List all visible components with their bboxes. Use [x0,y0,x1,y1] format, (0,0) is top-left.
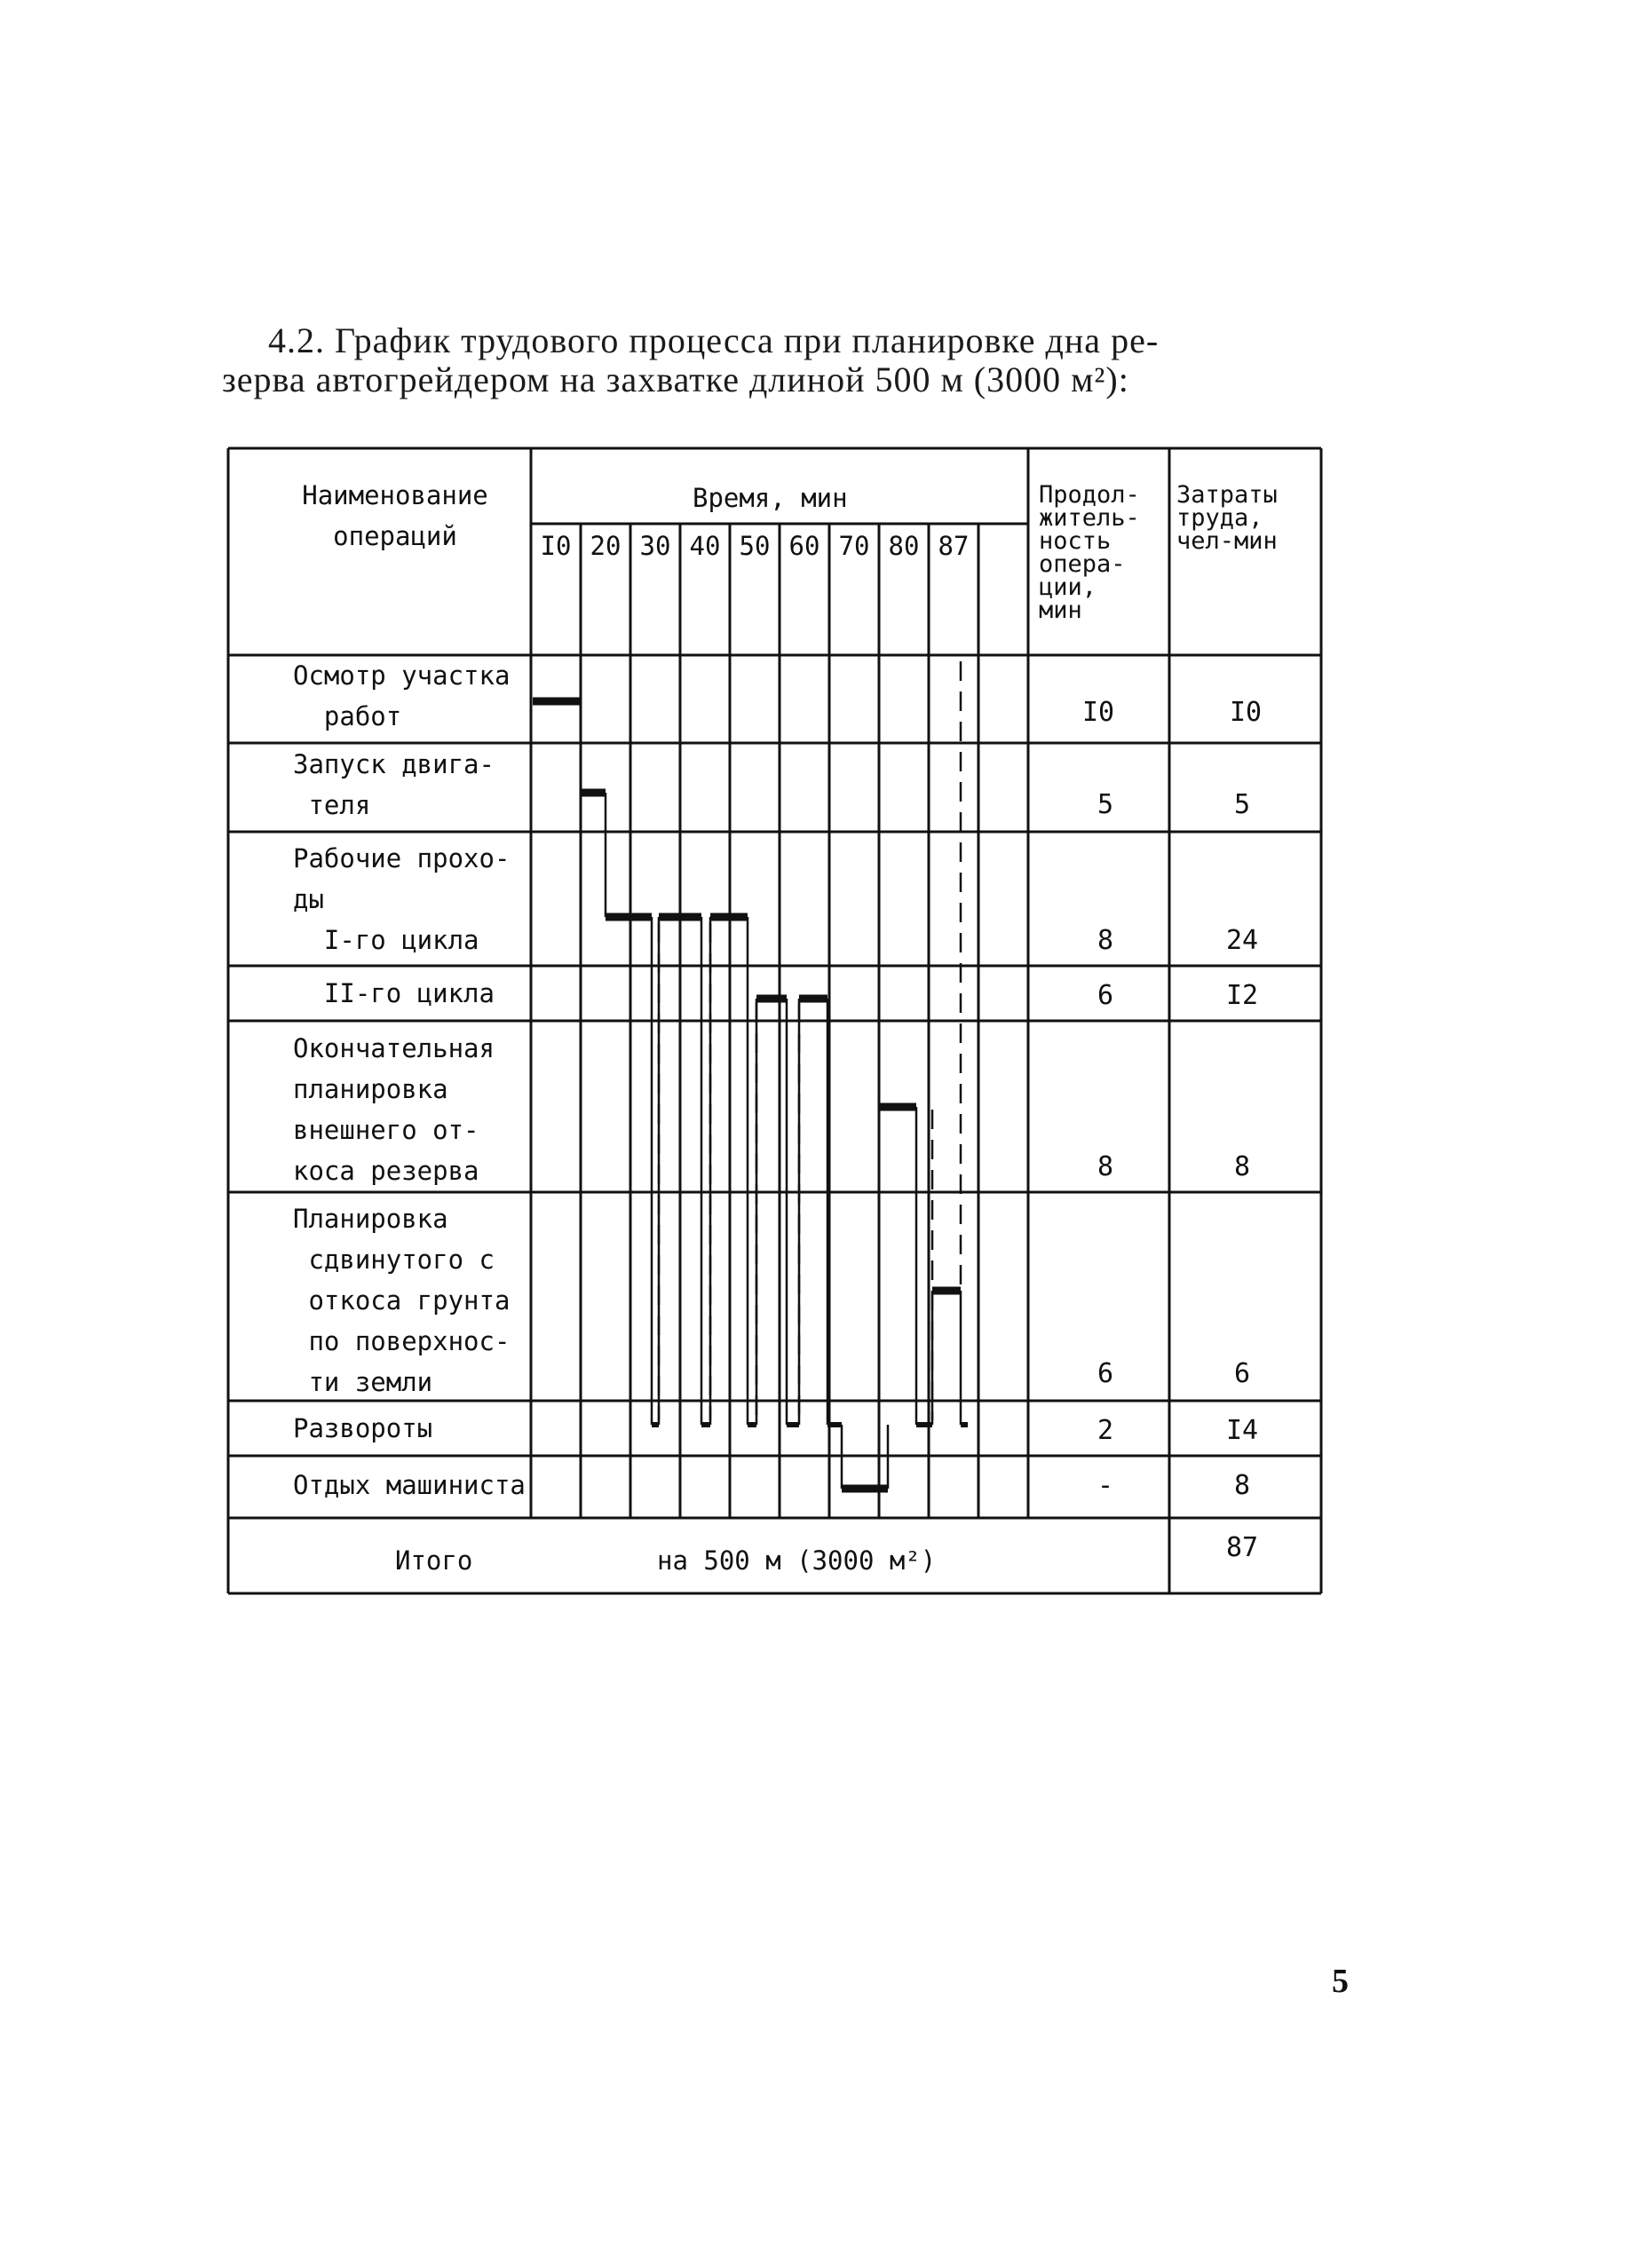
row-name-shifted-soil [293,1198,510,1403]
row-labor: 5 [1233,789,1251,820]
time-tick: 50 [739,531,771,561]
connecting-lines [581,701,961,1489]
row-name-line: ти земли [293,1367,433,1397]
row-duration: 8 [1097,925,1114,956]
row-name-line: сдвинутого с [293,1245,495,1275]
row-name-line: работ [293,701,402,731]
row-name-inspection [293,655,510,737]
row-labor: 8 [1233,1470,1251,1501]
time-tick: 20 [590,531,622,561]
header-duration: Продол- житель- ность опера- ции, мин [1039,481,1140,624]
header-labor: Затраты труда, чел-мин [1176,481,1278,555]
row-duration: 2 [1097,1415,1114,1446]
row-labor: 24 [1225,925,1259,956]
time-tick: 60 [788,531,820,561]
header-operations-line-1: Наименование [302,480,488,510]
row-name-line: теля [293,790,371,820]
row-name-line: ды [293,884,324,914]
total-labor: 87 [1225,1532,1259,1563]
row-name-line: II-го цикла [293,978,495,1008]
row-name-line: планировка [293,1074,448,1104]
page-number: 5 [1332,1963,1349,2000]
total-note: на 500 м (3000 м²) [657,1545,937,1576]
row-labor: I2 [1225,980,1259,1011]
row-labor: I4 [1225,1415,1259,1446]
row-name-line: Рабочие прохо- [293,843,511,873]
row-name-line: по поверхнос- [293,1326,511,1356]
row-duration: I0 [1081,697,1115,728]
row-name-line: Запуск двига- [293,749,495,779]
heading-line-2: зерва автогрейдером на захватке длиной 500 м (3000 м²): [222,360,1129,399]
row-name-line: Развороты [293,1413,433,1443]
time-tick: 70 [838,531,870,561]
row-duration: 6 [1097,980,1114,1011]
header-time: Время, мин [693,483,848,513]
time-tick: 80 [888,531,920,561]
row-name-operator-rest [293,1465,526,1505]
row-duration: 5 [1097,789,1114,820]
row-labor: I0 [1229,697,1263,728]
row-name-line: Окончательная [293,1033,495,1063]
heading-line-1: 4.2. График трудового процесса при планировке дна ре- [268,320,1160,360]
row-name-line: внешнего от- [293,1115,479,1145]
row-name-line: Осмотр участка [293,660,511,691]
row-duration: 8 [1097,1151,1114,1182]
row-labor: 6 [1233,1358,1251,1389]
time-tick: I0 [540,531,572,561]
row-name-second-cycle [293,973,495,1014]
total-label: Итого [395,1545,473,1576]
row-name-line: откоса грунта [293,1285,511,1316]
row-name-final-leveling [293,1028,495,1191]
time-tick: 30 [639,531,671,561]
header-operations-line-2: операций [333,521,457,551]
row-duration: - [1097,1470,1114,1501]
row-duration: 6 [1097,1358,1114,1389]
time-tick: 40 [689,531,721,561]
row-name-line: Планировка [293,1204,448,1234]
row-name-working-passes [293,838,510,960]
time-tick: 87 [938,531,970,561]
row-labor: 8 [1233,1151,1251,1182]
row-name-line: коса резерва [293,1156,479,1186]
row-name-engine-start [293,744,495,826]
header-operations [293,475,497,557]
row-name-line: Отдых машиниста [293,1470,526,1500]
row-name-line: I-го цикла [293,925,479,955]
row-name-turns [293,1408,432,1449]
